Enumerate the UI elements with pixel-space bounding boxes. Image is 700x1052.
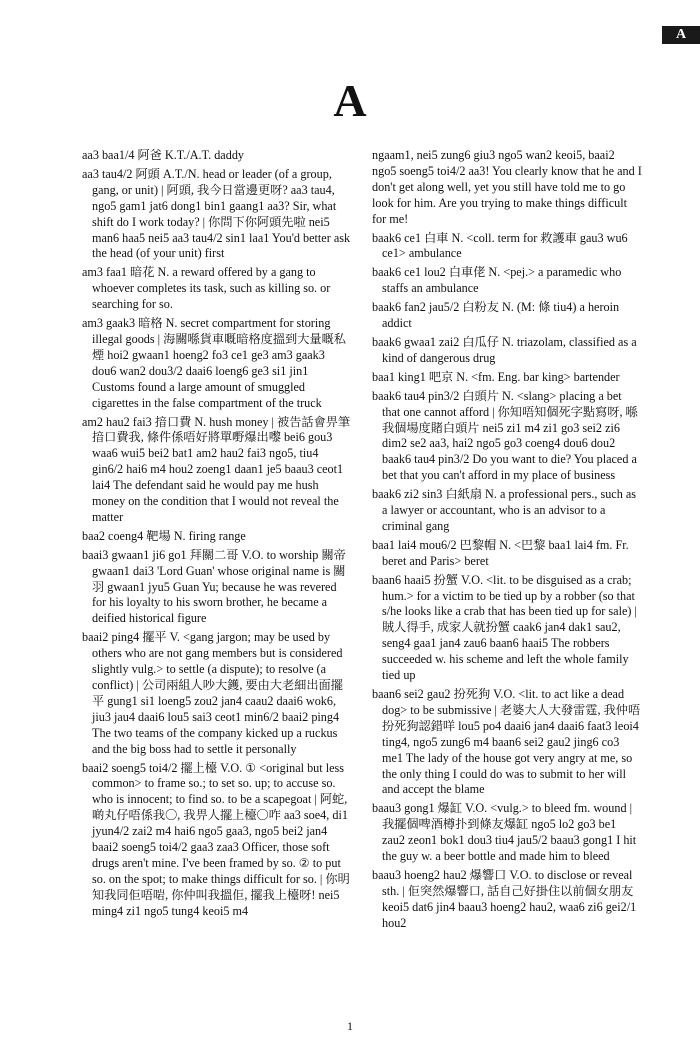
dictionary-entry: baak6 ce1 白車 N. <coll. term for 救護車 gau3 wu6 ce1> ambulance xyxy=(372,230,628,261)
dictionary-entry: baai2 ping4 擺平 V. <gang jargon; may be used by others who are not gang members but is considered slightly vulg.> to settle (a dispute); to resolve (a conflict) | 公司兩組人吵大鑊, 要由大老細出面擺平 gung1 si1 loeng5 zou2 jan4 caau2 daai6 wok6, jiu3 jau4 daai6 lou5 sai3 ceot1 min6/2 baai2 ping4 The two teams of the company kicked up a ruckus and the big boss had to settle it personally xyxy=(82,630,343,756)
dictionary-entry: am3 gaak3 暗格 N. secret compartment for storing illegal goods | 海關喺貨車嘅暗格度搵到大量嘅私煙 hoi2 gwaan1 hoeng2 fo3 ce1 ge3 am3 gaak3 dou6 wan2 dou3/2 daai6 loeng6 ge3 si1 jin1 Customs found a large amount of smuggled cigarettes in the false compartment of the truck xyxy=(82,316,346,410)
dictionary-entry: baa2 coeng4 靶場 N. firing range xyxy=(82,528,246,543)
page-number: 1 xyxy=(347,1019,353,1033)
section-heading: A xyxy=(333,75,367,126)
dictionary-entry: am3 faa1 暗花 N. a reward offered by a gang to whoever completes its task, such as killing so. or searching for so. xyxy=(82,265,331,312)
dictionary-entry: baan6 haai5 扮蟹 V.O. <lit. to be disguised as a crab; hum.> for a victim to be tied up by a robber (so that s/he looks like a crab that has been tied up for sale) | 賊人得手, 成家人就扮蟹 caak6 jan4 dak1 sau2, seng4 gaa1 jan4 zau6 baan6 haai5 The robbers succeeded w. his scheme and left the whole family tied up xyxy=(372,572,637,683)
left-column xyxy=(82,148,352,923)
dictionary-entry: baau3 hoeng2 hau2 爆響口 V.O. to disclose or reveal sth. | 佢突然爆響口, 話自己好掛住以前個女朋友 keoi5 dat6 jin4 baau3 hoeng2 hau2, waa6 zi6 gei2/1 hou2 xyxy=(372,867,637,930)
dictionary-entry: baau3 gong1 爆缸 V.O. <vulg.> to bleed fm. wound | 我擺個啤酒樽扑到條友爆缸 ngo5 lo2 go3 be1 zau2 zeon1 bok1 dou3 tiu4 jau5/2 baau3 gong1 I hit the guy w. a beer bottle and made him to bleed xyxy=(372,801,637,864)
dictionary-entry: baai2 soeng5 toi4/2 擺上檯 V.O. ① <original but less common> to frame so.; to set so. up; to accuse so. who is innocent; to find so. to be a scapegoat | 阿蛇, 啲丸仔唔係我〇, 我畀人擺上檯〇咋 aa3 soe4, di1 jyun4/2 zai2 m4 hai6 ngo5 gaa3, ngo5 bei2 jan4 baai2 soeng5 toi4/2 gaa3 zaa3 Officer, those soft drugs aren't mine. I've been framed by so. ② to put so. on the spot; to make things difficult for so. | 你明知我同佢唔啱, 你仲叫我搵佢, 擺我上檯呀! nei5 ming4 zi1 ngo5 tung4 keoi5 m4 xyxy=(82,760,350,918)
dictionary-entry: baan6 sei2 gau2 扮死狗 V.O. <lit. to act like a dead dog> to be submissive | 老婆大人大發雷霆, 我仲唔扮死狗認錯咩 lou5 po4 daai6 jan4 daai6 faat3 leoi4 ting4, ngo5 zung6 m4 baan6 sei2 gau2 jing6 co3 me1 The lady of the house got very angry at me, so the only thing I could do was to submit to her will and accept the blame xyxy=(372,687,641,797)
dictionary-entry: baai3 gwaan1 ji6 go1 拜關二哥 V.O. to worship 關帝 gwaan1 dai3 'Lord Guan' whose original name is 關羽 gwaan1 jyu5 Guan Yu; because he was revered for his loyalty to his sworn brother, he became a deified historical figure xyxy=(82,547,346,626)
dictionary-entry: am2 hau2 fai3 揞口費 N. hush money | 被告話會畀筆揞口費我, 條件係唔好將單嘢爆出嚟 bei6 gou3 waa6 wui5 bei2 bat1 am2 hau2 fai3 ngo5, tiu4 gin6/2 hai6 m4 hou2 zoeng1 daan1 je5 baau3 ceot1 lai4 The defendant said he would pay me hush money on the condition that I would not reveal the matter xyxy=(82,414,351,524)
dictionary-entry: baak6 zi2 sin3 白紙扇 N. a professional pers., such as a lawyer or accountant, who is an advisor to a criminal gang xyxy=(372,487,637,533)
dictionary-entry: baa1 lai4 mou6/2 巴黎帽 N. <巴黎 baa1 lai4 fm. Fr. beret and Paris> beret xyxy=(372,537,629,568)
dictionary-entry: baak6 gwaa1 zai2 白瓜仔 N. triazolam, classified as a kind of dangerous drug xyxy=(372,334,637,365)
section-tab: A xyxy=(662,26,700,44)
dictionary-entry: baa1 king1 吧京 N. <fm. Eng. bar king> bartender xyxy=(372,369,620,384)
dictionary-entry: baak6 tau4 pin3/2 白頭片 N. <slang> placing a bet that one cannot afford | 你知唔知個死字點寫呀, 喺我個場度賭白頭片 nei5 zi1 m4 zi1 go3 sei2 zi6 dim2 se2 aa3, hai2 ngo5 go3 coeng4 dou6 dou2 baak6 tau4 pin3/2 Do you want to die? You placed a bet that you can't afford in my place of business xyxy=(372,388,638,483)
dictionary-entry: baak6 fan2 jau5/2 白粉友 N. (M: 條 tiu4) a heroin addict xyxy=(372,300,620,331)
dictionary-entry: baak6 ce1 lou2 白車佬 N. <pej.> a paramedic who staffs an ambulance xyxy=(372,265,622,296)
right-column xyxy=(372,148,642,935)
dictionary-entry: aa3 tau4/2 阿頭 A.T./N. head or leader (of a group, gang, or unit) | 阿頭, 我今日當邊更呀? aa3 tau4, ngo5 gam1 jat6 dong1 bin1 gaang1 aa3? Sir, what shift do I work today? | 你問下你阿頭先啦 nei5 man6 haa5 nei5 aa3 tau4/2 sin1 laa1 You'd better ask the head (of your unit) first xyxy=(82,166,351,261)
dictionary-entry: ngaam1, nei5 zung6 giu3 ngo5 wan2 keoi5, baai2 ngo5 soeng5 toi4/2 aa3! You clearly know that he and I don't get along well, yet you still have told me to go look for him. Are you trying to make things difficult for me! xyxy=(372,148,642,226)
dictionary-entry: aa3 baa1/4 阿爸 K.T./A.T. daddy xyxy=(82,148,245,162)
